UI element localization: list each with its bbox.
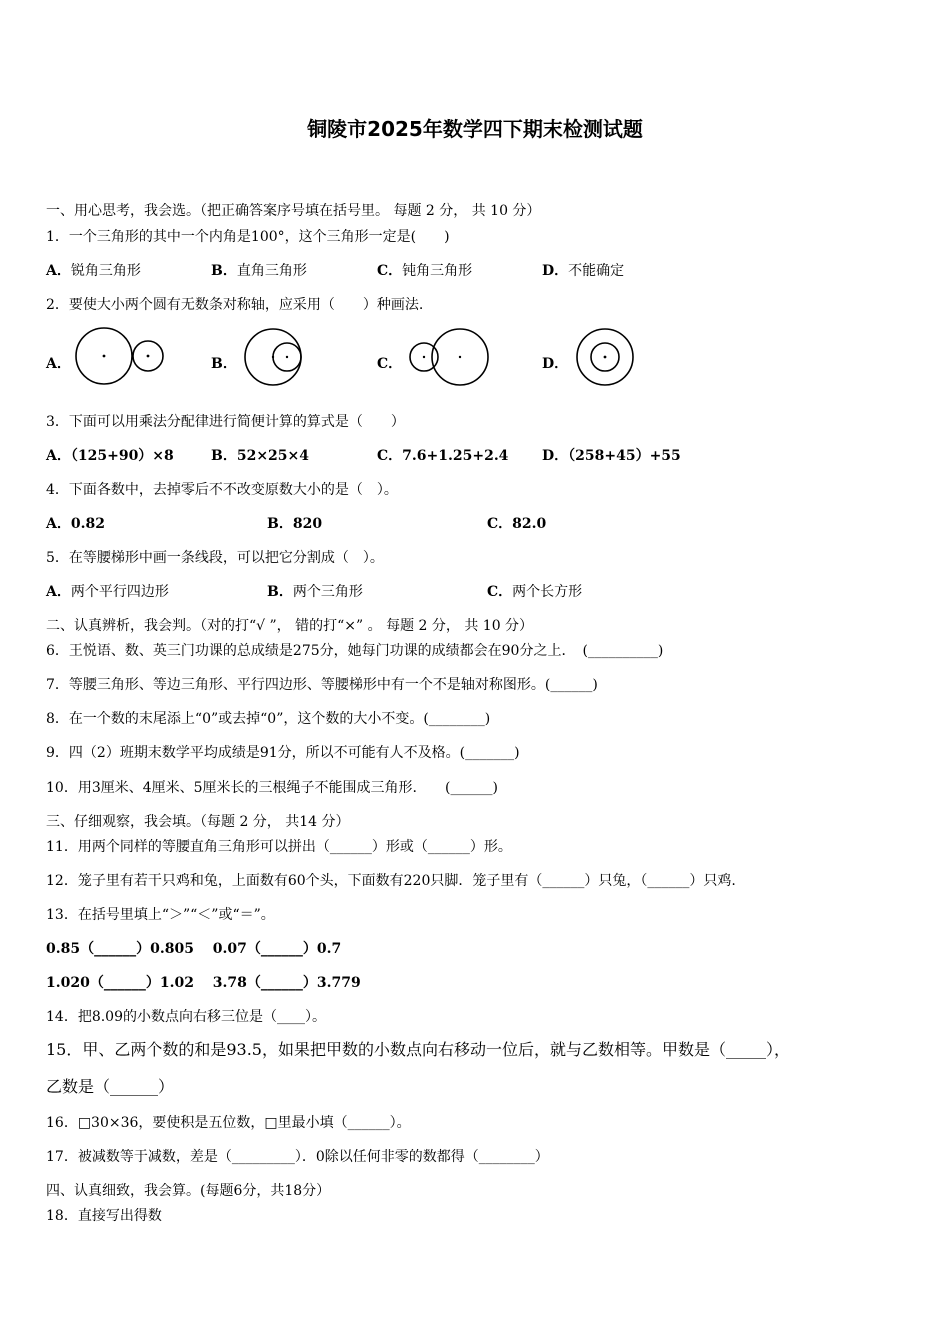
section2-heading: 二、认真辨析，我会判。（对的打“√ ”， 错的打“×” 。 每题 2 分， 共 10 分） xyxy=(46,618,534,634)
option-label: B． xyxy=(211,448,237,464)
q1-option-b xyxy=(211,262,307,280)
option-label: A． xyxy=(46,356,71,372)
question-7: 7．等腰三角形、等边三角形、平行四边形、等腰梯形中有一个不是轴对称图形。(______) xyxy=(46,677,598,693)
option-label: C． xyxy=(377,448,403,464)
option-label: A． xyxy=(46,263,71,279)
option-text: 两个平行四边形 xyxy=(70,584,169,600)
option-text: 820 xyxy=(292,516,323,532)
option-label: A． xyxy=(46,516,71,532)
question-2: 2．要使大小两个圆有无数条对称轴，应采用（ ）种画法. xyxy=(46,297,424,313)
option-text: 锐角三角形 xyxy=(70,263,141,279)
page-title: 铜陵市2025年数学四下期末检测试题 xyxy=(307,117,643,141)
option-label: A． xyxy=(46,448,71,464)
option-text: 两个三角形 xyxy=(292,584,363,600)
option-text: 52×25×4 xyxy=(236,448,310,464)
section1-heading: 一、用心思考，我会选。（把正确答案序号填在括号里。 每题 2 分， 共 10 分） xyxy=(46,203,541,219)
option-text: 钝角三角形 xyxy=(402,263,473,279)
q2-option-a xyxy=(46,355,71,373)
center-dot xyxy=(147,355,150,358)
option-text: 0.82 xyxy=(70,516,105,532)
option-label: A． xyxy=(46,584,71,600)
question-4: 4．下面各数中，去掉零后不不改变原数大小的是（ ）。 xyxy=(46,482,398,498)
option-label: D． xyxy=(542,356,569,372)
q5-option-b xyxy=(267,583,363,601)
question-9: 9．四（2）班期末数学平均成绩是91分，所以不可能有人不及格。(_______) xyxy=(46,745,520,761)
option-text: （125+90）×8 xyxy=(70,448,174,464)
question-14: 14．把8.09的小数点向右移三位是（____）。 xyxy=(46,1009,326,1025)
q2-figure-a xyxy=(72,326,168,390)
q3-option-d xyxy=(542,447,681,465)
center-dot xyxy=(459,356,461,358)
option-text: 7.6+1.25+2.4 xyxy=(402,448,509,464)
question-8: 8．在一个数的末尾添上“0”或去掉“0”，这个数的大小不变。(________) xyxy=(46,711,491,727)
question-16: 16．□30×36，要使积是五位数，□里最小填（______）。 xyxy=(46,1115,411,1131)
option-text: （258+45）+55 xyxy=(568,448,681,464)
q1-option-c xyxy=(377,262,472,280)
q2-option-b xyxy=(211,355,237,373)
question-17: 17．被减数等于减数，差是（_________）．0除以任何非零的数都得（________） xyxy=(46,1149,549,1165)
q13-row-2: 1.020（______）1.02 3.78（______）3.779 xyxy=(46,975,361,991)
option-label: C． xyxy=(377,263,403,279)
question-18: 18．直接写出得数 xyxy=(46,1208,162,1224)
center-dot xyxy=(423,356,425,358)
q3-option-b xyxy=(211,447,309,465)
option-label: D． xyxy=(542,448,569,464)
question-1: 1．一个三角形的其中一个内角是100°，这个三角形一定是( ) xyxy=(46,229,450,245)
question-11: 11．用两个同样的等腰直角三角形可以拼出（______）形或（______）形。 xyxy=(46,839,512,855)
q3-option-a xyxy=(46,447,174,465)
option-text: 不能确定 xyxy=(568,263,625,279)
center-dot xyxy=(286,356,288,358)
q1-option-d xyxy=(542,262,624,280)
option-label: B． xyxy=(267,516,293,532)
question-13: 13．在括号里填上“＞”“＜”或“＝”。 xyxy=(46,907,275,923)
question-5: 5．在等腰梯形中画一条线段，可以把它分割成（ ）。 xyxy=(46,550,384,566)
q2-figure-c xyxy=(406,326,492,390)
option-label: B． xyxy=(267,584,293,600)
option-text: 两个长方形 xyxy=(512,584,583,600)
q1-option-a xyxy=(46,262,141,280)
q4-option-b xyxy=(267,515,322,533)
q2-option-c xyxy=(377,355,402,373)
option-text: 直角三角形 xyxy=(236,263,307,279)
option-label: C． xyxy=(487,516,513,532)
question-3: 3．下面可以用乘法分配律进行简便计算的算式是（ ） xyxy=(46,414,405,430)
center-dot xyxy=(103,355,106,358)
option-label: D． xyxy=(542,263,569,279)
option-label: C． xyxy=(377,356,403,372)
option-label: B． xyxy=(211,263,237,279)
question-6: 6．王悦语、数、英三门功课的总成绩是275分，她每门功课的成绩都会在90分之上． (__________) xyxy=(46,643,664,659)
question-10: 10．用3厘米、4厘米、5厘米长的三根绳子不能围成三角形. (______) xyxy=(46,780,498,796)
question-15-line-1: 15．甲、乙两个数的和是93.5，如果把甲数的小数点向右移动一位后，就与乙数相等。甲数是（_____）， xyxy=(46,1040,790,1059)
question-12: 12．笼子里有若干只鸡和兔，上面数有60个头，下面数有220只脚．笼子里有（______）只兔，（______）只鸡. xyxy=(46,873,736,889)
center-dot xyxy=(604,356,607,359)
question-15-line-2: 乙数是（______） xyxy=(46,1077,175,1096)
option-label: B． xyxy=(211,356,237,372)
q2-figure-d xyxy=(574,326,638,390)
q2-option-d xyxy=(542,355,568,373)
q4-option-c xyxy=(487,515,546,533)
option-label: C． xyxy=(487,584,513,600)
q4-option-a xyxy=(46,515,105,533)
section3-heading: 三、仔细观察，我会填。（每题 2 分， 共14 分） xyxy=(46,814,350,830)
q5-option-c xyxy=(487,583,582,601)
section4-heading: 四、认真细致，我会算。(每题6分，共18分） xyxy=(46,1183,331,1199)
option-text: 82.0 xyxy=(512,516,547,532)
q5-option-a xyxy=(46,583,169,601)
q2-figure-b xyxy=(242,326,308,390)
q3-option-c xyxy=(377,447,508,465)
q13-row-1: 0.85（______）0.805 0.07（______）0.7 xyxy=(46,941,342,957)
